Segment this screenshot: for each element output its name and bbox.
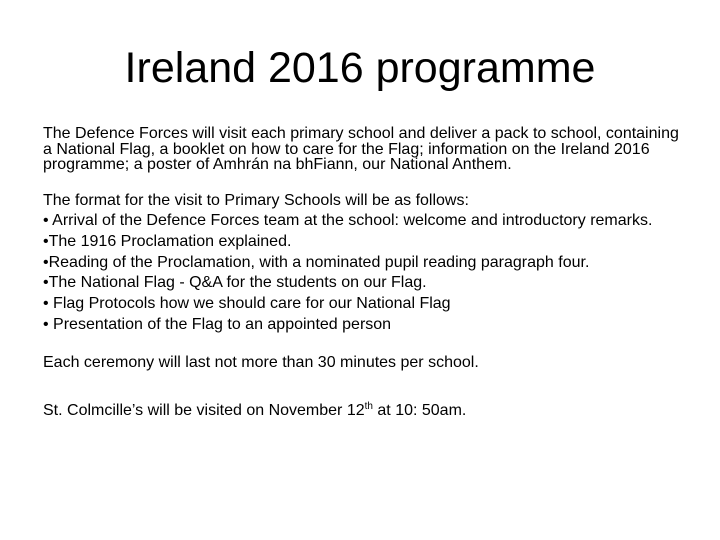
visit-date-text — [43, 401, 688, 421]
list-item: • Arrival of the Defence Forces team at the school: welcome and introductory remarks. — [43, 212, 653, 230]
slide-title: Ireland 2016 programme — [124, 44, 596, 92]
format-heading: The format for the visit to Primary Schools will be as follows: — [43, 191, 469, 209]
slide-body — [43, 126, 688, 421]
visit-date-ordinal: th — [364, 401, 373, 413]
list-item: •Reading of the Proclamation, with a nominated pupil reading paragraph four. — [43, 253, 590, 271]
list-item: •The 1916 Proclamation explained. — [43, 232, 292, 250]
intro-paragraph: The Defence Forces will visit each primary school and deliver a pack to school, containing a National Flag, a booklet on how to care for the Flag; information on the Ireland 2016 programme; a poster of Amhrán na bhFiann, our National Anthem. — [43, 125, 679, 173]
list-item: •The National Flag - Q&A for the students on our Flag. — [43, 274, 427, 292]
list-item: • Presentation of the Flag to an appointed person — [43, 315, 392, 333]
visit-date-suffix: at 10: 50am. — [372, 402, 467, 420]
visit-date-prefix: St. Colmcille’s will be visited on November 12 — [43, 402, 365, 420]
ceremony-duration-text: Each ceremony will last not more than 30 minutes per school. — [43, 354, 479, 372]
list-item: • Flag Protocols how we should care for our National Flag — [43, 295, 451, 313]
format-list — [43, 191, 688, 336]
